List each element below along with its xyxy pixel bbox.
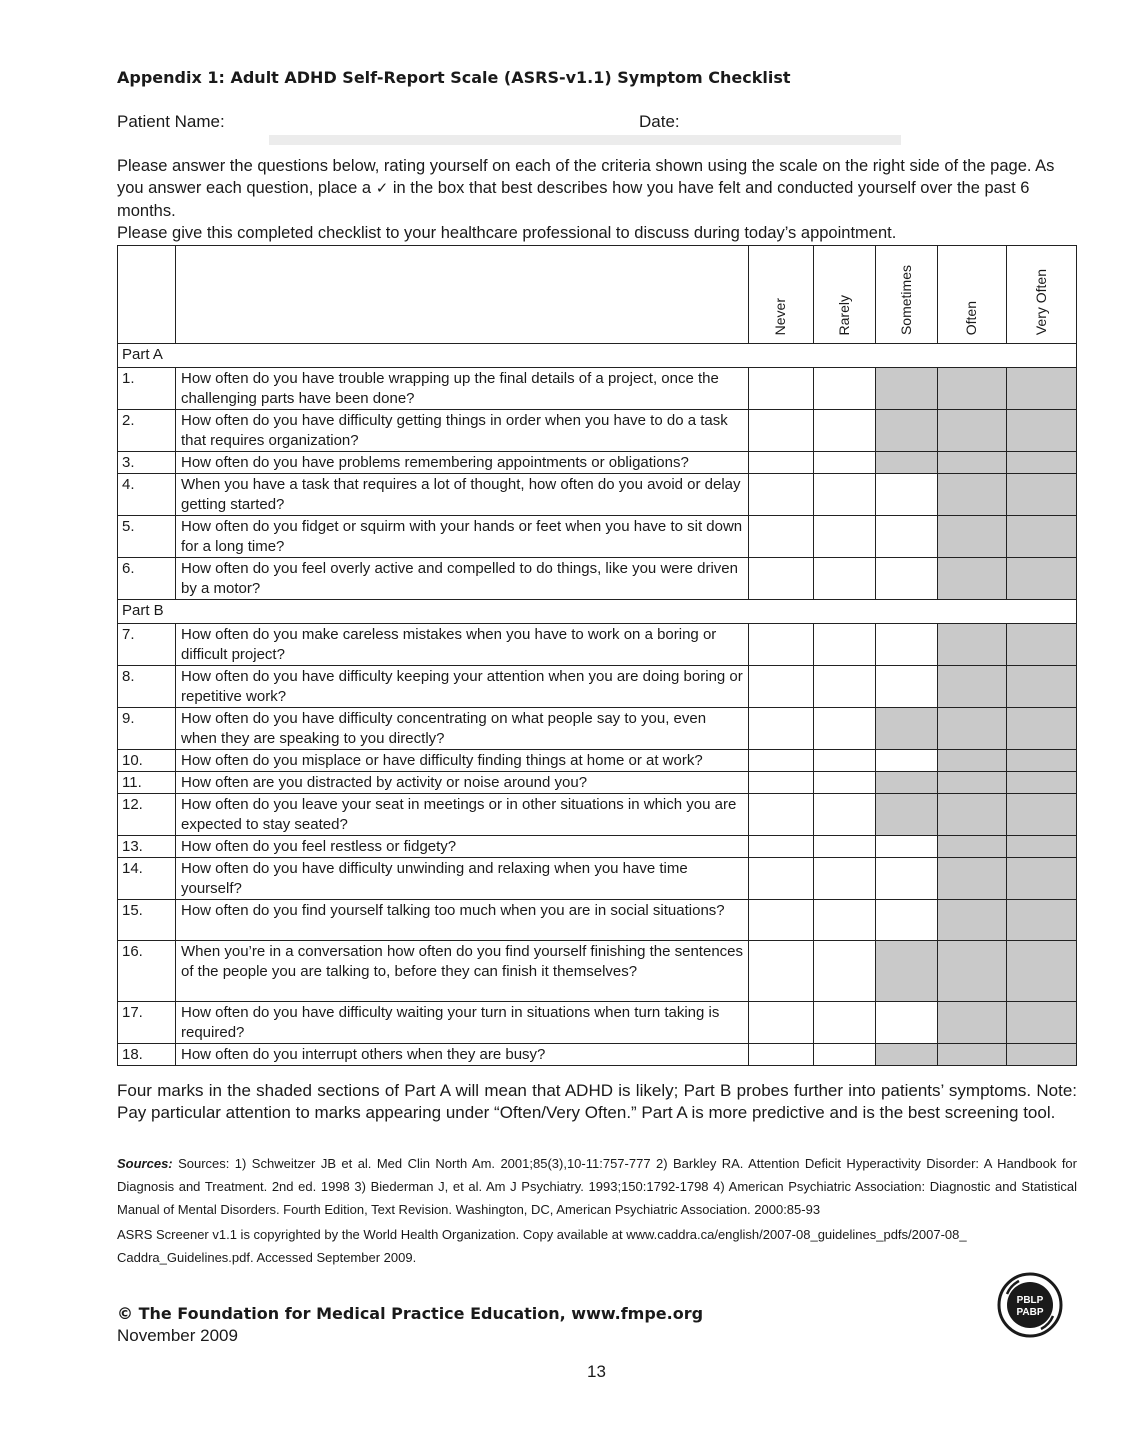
asrs-copyright-note: ASRS Screener v1.1 is copyrighted by the World Health Organization. Copy available at www.caddra.ca/english/2007-08_guidelines_pdfs/2007-08_ Caddra_Guidelines.pdf. Accessed September 2009. — [117, 1227, 967, 1265]
question-row — [118, 900, 1077, 941]
question-row — [118, 772, 1077, 794]
patient-name-field[interactable] — [269, 135, 901, 145]
answer-box-very-often[interactable] — [1007, 516, 1077, 558]
question-number: 14. — [118, 858, 176, 900]
answer-box-very-often[interactable] — [1007, 410, 1077, 452]
answer-box-very-often[interactable] — [1007, 452, 1077, 474]
answer-box-never[interactable] — [749, 624, 814, 666]
answer-box-never[interactable] — [749, 410, 814, 452]
question-text: How often do you find yourself talking too much when you are in social situations? — [176, 900, 749, 941]
page-title: Appendix 1: Adult ADHD Self-Report Scale (ASRS-v1.1) Symptom Checklist — [117, 68, 791, 87]
question-number: 17. — [118, 1002, 176, 1044]
question-text: When you have a task that requires a lot of thought, how often do you avoid or delay getting started? — [176, 474, 749, 516]
question-text: How often do you leave your seat in meetings or in other situations in which you are expected to stay seated? — [176, 794, 749, 836]
answer-box-never[interactable] — [749, 750, 814, 772]
svg-text:PABP: PABP — [1016, 1307, 1044, 1318]
answer-box-rarely[interactable] — [814, 772, 876, 794]
answer-box-sometimes[interactable] — [876, 516, 938, 558]
answer-box-rarely[interactable] — [814, 368, 876, 410]
question-text: How often do you make careless mistakes when you have to work on a boring or difficult project? — [176, 624, 749, 666]
footer-date: November 2009 — [117, 1326, 238, 1345]
question-number: 5. — [118, 516, 176, 558]
pblp-logo-icon — [997, 1272, 1063, 1338]
answer-box-very-often[interactable] — [1007, 772, 1077, 794]
question-row — [118, 836, 1077, 858]
answer-box-sometimes[interactable] — [876, 452, 938, 474]
answer-box-often[interactable] — [938, 410, 1007, 452]
check-mark-icon: ✓ — [375, 180, 389, 197]
question-row — [118, 1002, 1077, 1044]
question-row — [118, 708, 1077, 750]
question-number: 4. — [118, 474, 176, 516]
question-text: How often do you fidget or squirm with your hands or feet when you have to sit down for a long time? — [176, 516, 749, 558]
question-row — [118, 558, 1077, 600]
answer-box-never[interactable] — [749, 836, 814, 858]
question-text: How often do you have difficulty waiting your turn in situations when turn taking is required? — [176, 1002, 749, 1044]
answer-box-very-often[interactable] — [1007, 1044, 1077, 1066]
question-text: How often do you interrupt others when they are busy? — [176, 1044, 749, 1066]
answer-box-sometimes[interactable] — [876, 858, 938, 900]
answer-box-often[interactable] — [938, 772, 1007, 794]
answer-box-never[interactable] — [749, 794, 814, 836]
question-row — [118, 624, 1077, 666]
answer-box-rarely[interactable] — [814, 474, 876, 516]
answer-box-never[interactable] — [749, 666, 814, 708]
question-text: When you’re in a conversation how often do you find yourself finishing the sentences of the people you are talking to, before they can finish it themselves? — [176, 941, 749, 1002]
part-a-header-label: Part A — [118, 344, 1077, 368]
question-row — [118, 858, 1077, 900]
scale-header-very-often: Very Often — [1007, 246, 1077, 344]
question-text: How often do you have difficulty concentrating on what people say to you, even when they are speaking to you directly? — [176, 708, 749, 750]
answer-box-rarely[interactable] — [814, 1002, 876, 1044]
answer-box-often[interactable] — [938, 452, 1007, 474]
patient-name-label: Patient Name: — [117, 112, 225, 131]
answer-box-never[interactable] — [749, 474, 814, 516]
question-number: 6. — [118, 558, 176, 600]
answer-box-sometimes[interactable] — [876, 836, 938, 858]
answer-box-never[interactable] — [749, 858, 814, 900]
answer-box-sometimes[interactable] — [876, 474, 938, 516]
question-row — [118, 474, 1077, 516]
answer-box-often[interactable] — [938, 858, 1007, 900]
question-text: How often do you have trouble wrapping up the final details of a project, once the challenging parts have been done? — [176, 368, 749, 410]
question-text: How often do you have problems remembering appointments or obligations? — [176, 452, 749, 474]
answer-box-often[interactable] — [938, 708, 1007, 750]
question-row — [118, 516, 1077, 558]
answer-box-very-often[interactable] — [1007, 708, 1077, 750]
answer-box-sometimes[interactable] — [876, 410, 938, 452]
sources-label: Sources: — [117, 1156, 173, 1171]
answer-box-sometimes[interactable] — [876, 941, 938, 1002]
answer-box-sometimes[interactable] — [876, 708, 938, 750]
answer-box-very-often[interactable] — [1007, 900, 1077, 941]
answer-box-rarely[interactable] — [814, 794, 876, 836]
answer-box-often[interactable] — [938, 666, 1007, 708]
answer-box-sometimes[interactable] — [876, 794, 938, 836]
scale-header-row — [118, 246, 1077, 344]
answer-box-sometimes[interactable] — [876, 666, 938, 708]
answer-box-often[interactable] — [938, 794, 1007, 836]
question-number: 11. — [118, 772, 176, 794]
answer-box-very-often[interactable] — [1007, 558, 1077, 600]
answer-box-very-often[interactable] — [1007, 858, 1077, 900]
answer-box-never[interactable] — [749, 452, 814, 474]
answer-box-rarely[interactable] — [814, 410, 876, 452]
answer-box-rarely[interactable] — [814, 836, 876, 858]
question-number: 15. — [118, 900, 176, 941]
question-row — [118, 452, 1077, 474]
answer-box-very-often[interactable] — [1007, 368, 1077, 410]
answer-box-never[interactable] — [749, 708, 814, 750]
question-number: 18. — [118, 1044, 176, 1066]
scale-header-sometimes: Sometimes — [876, 246, 938, 344]
question-text: How often are you distracted by activity or noise around you? — [176, 772, 749, 794]
sources-text: Sources: 1) Schweitzer JB et al. Med Clin North Am. 2001;85(3),10-11:757-777 2) Barkley RA. Attention Deficit Hyperactivity Disorder: A Handbook for Diagnosis and Treatment. 2nd ed. 1998 3) Biederman J, et al. Am J Psychiatry. 1993;150:1792-1798 4) American Psychiatric Association: Diagnostic and Statistical Manual of Mental Disorders. Fourth Edition, Text Revision. Washington, DC, American Psychiatric Association. 2000:85-93 — [117, 1156, 1077, 1217]
answer-box-rarely[interactable] — [814, 708, 876, 750]
answer-box-never[interactable] — [749, 941, 814, 1002]
answer-box-often[interactable] — [938, 1002, 1007, 1044]
answer-box-sometimes[interactable] — [876, 772, 938, 794]
question-row — [118, 794, 1077, 836]
answer-box-very-often[interactable] — [1007, 666, 1077, 708]
instructions — [117, 155, 1077, 244]
question-text: How often do you have difficulty unwinding and relaxing when you have time yourself? — [176, 858, 749, 900]
header-blank-num — [118, 246, 176, 344]
question-number: 13. — [118, 836, 176, 858]
date-label: Date: — [639, 112, 680, 131]
answer-box-rarely[interactable] — [814, 750, 876, 772]
answer-box-never[interactable] — [749, 900, 814, 941]
answer-box-often[interactable] — [938, 368, 1007, 410]
answer-box-rarely[interactable] — [814, 858, 876, 900]
answer-box-sometimes[interactable] — [876, 624, 938, 666]
question-row — [118, 410, 1077, 452]
scale-header-rarely: Rarely — [814, 246, 876, 344]
answer-box-often[interactable] — [938, 1044, 1007, 1066]
question-row — [118, 368, 1077, 410]
answer-box-often[interactable] — [938, 624, 1007, 666]
question-row — [118, 750, 1077, 772]
question-number: 8. — [118, 666, 176, 708]
answer-box-often[interactable] — [938, 516, 1007, 558]
answer-box-sometimes[interactable] — [876, 558, 938, 600]
question-text: How often do you misplace or have difficulty finding things at home or at work? — [176, 750, 749, 772]
answer-box-never[interactable] — [749, 1044, 814, 1066]
question-text: How often do you have difficulty getting things in order when you have to do a task that requires organization? — [176, 410, 749, 452]
question-number: 12. — [118, 794, 176, 836]
question-number: 3. — [118, 452, 176, 474]
answer-box-rarely[interactable] — [814, 558, 876, 600]
instructions-appointment: Please give this completed checklist to your healthcare professional to discuss during today’s appointment. — [117, 224, 897, 242]
answer-box-sometimes[interactable] — [876, 750, 938, 772]
answer-box-often[interactable] — [938, 900, 1007, 941]
question-number: 10. — [118, 750, 176, 772]
answer-box-often[interactable] — [938, 474, 1007, 516]
scoring-notes: Four marks in the shaded sections of Part A will mean that ADHD is likely; Part B probes further into patients’ symptoms. Note: Pay particular attention to marks appearing under “Often/Very Often.” Part A is more predictive and is the best screening tool. — [117, 1081, 1077, 1122]
answer-box-rarely[interactable] — [814, 941, 876, 1002]
symptom-checklist-table — [117, 245, 1077, 1066]
answer-box-sometimes[interactable] — [876, 900, 938, 941]
answer-box-often[interactable] — [938, 836, 1007, 858]
answer-box-sometimes[interactable] — [876, 368, 938, 410]
answer-box-rarely[interactable] — [814, 900, 876, 941]
answer-box-never[interactable] — [749, 1002, 814, 1044]
question-text: How often do you feel restless or fidgety? — [176, 836, 749, 858]
answer-box-never[interactable] — [749, 558, 814, 600]
question-number: 9. — [118, 708, 176, 750]
answer-box-very-often[interactable] — [1007, 750, 1077, 772]
answer-box-sometimes[interactable] — [876, 1044, 938, 1066]
question-text: How often do you have difficulty keeping your attention when you are doing boring or repetitive work? — [176, 666, 749, 708]
answer-box-never[interactable] — [749, 516, 814, 558]
footer-copyright: © The Foundation for Medical Practice Education, www.fmpe.org — [117, 1304, 704, 1323]
question-row — [118, 666, 1077, 708]
answer-box-rarely[interactable] — [814, 666, 876, 708]
question-number: 2. — [118, 410, 176, 452]
answer-box-rarely[interactable] — [814, 1044, 876, 1066]
question-number: 7. — [118, 624, 176, 666]
question-row — [118, 941, 1077, 1002]
answer-box-often[interactable] — [938, 558, 1007, 600]
answer-box-never[interactable] — [749, 772, 814, 794]
answer-box-rarely[interactable] — [814, 516, 876, 558]
header-blank-question — [176, 246, 749, 344]
answer-box-very-often[interactable] — [1007, 941, 1077, 1002]
scale-header-often: Often — [938, 246, 1007, 344]
part-b-header-label: Part B — [118, 600, 1077, 624]
answer-box-very-often[interactable] — [1007, 794, 1077, 836]
answer-box-rarely[interactable] — [814, 624, 876, 666]
instructions-paragraph: Please answer the questions below, rating yourself on each of the criteria shown using the scale on the right side of the page. As you answer each question, place a ✓ in the box that best describes how you have felt and conducted yourself over the past 6 months. — [117, 157, 1055, 220]
page-number: 13 — [587, 1362, 606, 1381]
scale-header-never: Never — [749, 246, 814, 344]
answer-box-rarely[interactable] — [814, 452, 876, 474]
answer-box-never[interactable] — [749, 368, 814, 410]
part-a-header — [118, 344, 1077, 368]
answer-box-very-often[interactable] — [1007, 624, 1077, 666]
question-row — [118, 1044, 1077, 1066]
answer-box-very-often[interactable] — [1007, 474, 1077, 516]
question-text: How often do you feel overly active and compelled to do things, like you were driven by a motor? — [176, 558, 749, 600]
answer-box-sometimes[interactable] — [876, 1002, 938, 1044]
question-number: 16. — [118, 941, 176, 1002]
answer-box-very-often[interactable] — [1007, 836, 1077, 858]
part-b-header — [118, 600, 1077, 624]
answer-box-very-often[interactable] — [1007, 1002, 1077, 1044]
answer-box-often[interactable] — [938, 750, 1007, 772]
answer-box-often[interactable] — [938, 941, 1007, 1002]
svg-text:PBLP: PBLP — [1016, 1295, 1044, 1306]
sources — [117, 1152, 1077, 1221]
question-number: 1. — [118, 368, 176, 410]
